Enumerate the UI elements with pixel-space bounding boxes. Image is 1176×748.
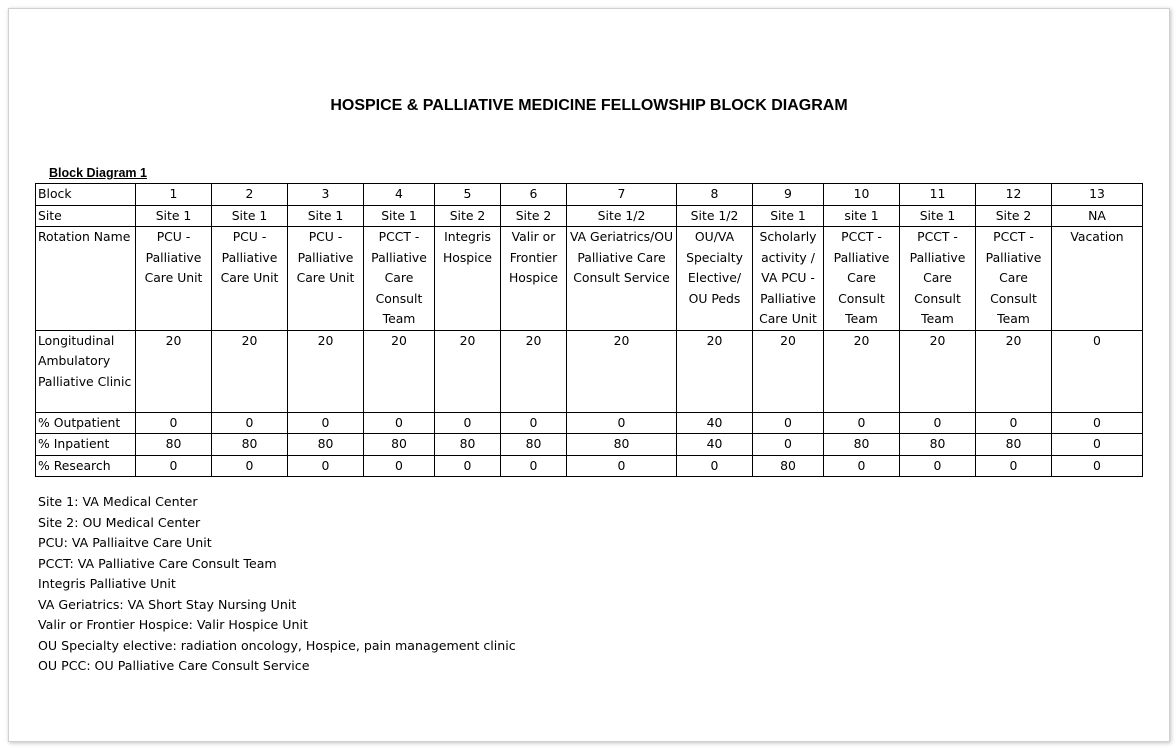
table-cell: 0 [288, 455, 364, 477]
legend-line: OU PCC: OU Palliative Care Consult Service [38, 658, 310, 673]
table-cell: 7 [567, 184, 677, 206]
table-cell: NA [1052, 205, 1143, 227]
table-cell: 1 [136, 184, 212, 206]
table-cell: site 1 [824, 205, 900, 227]
row-label: Longitudinal Ambulatory Palliative Clinic [36, 330, 136, 412]
table-cell: 0 [1052, 434, 1143, 456]
row-label: Site [36, 205, 136, 227]
row-label: % Outpatient [36, 412, 136, 434]
table-cell: PCCT - Palliative Care Consult Team [364, 227, 435, 331]
table-cell: 0 [567, 412, 677, 434]
table-cell: Scholarly activity / VA PCU - Palliative Care Unit [753, 227, 824, 331]
table-cell: 0 [364, 455, 435, 477]
table-cell: 20 [900, 330, 976, 412]
table-cell: Site 1 [900, 205, 976, 227]
table-cell: 80 [136, 434, 212, 456]
legend-line: Integris Palliative Unit [38, 576, 176, 591]
table-cell: 0 [976, 455, 1052, 477]
table-cell: 80 [753, 455, 824, 477]
table-cell: 0 [753, 434, 824, 456]
table-cell: 80 [976, 434, 1052, 456]
table-cell: Site 1 [288, 205, 364, 227]
table-cell: 80 [900, 434, 976, 456]
legend-line: PCU: VA Palliaitve Care Unit [38, 535, 212, 550]
table-cell: 0 [677, 455, 753, 477]
table-cell: 80 [435, 434, 501, 456]
table-cell: 0 [288, 412, 364, 434]
table-cell: Vacation [1052, 227, 1143, 331]
row-longitudinal-clinic [36, 330, 1143, 412]
row-block [36, 184, 1143, 206]
table-cell: PCU - Palliative Care Unit [136, 227, 212, 331]
row-site [36, 205, 1143, 227]
legend-line: PCCT: VA Palliative Care Consult Team [38, 555, 277, 571]
table-cell: Site 2 [435, 205, 501, 227]
table-cell: 80 [364, 434, 435, 456]
table-cell: 80 [212, 434, 288, 456]
table-cell: 0 [900, 455, 976, 477]
table-cell: 20 [136, 330, 212, 412]
table-cell: 13 [1052, 184, 1143, 206]
table-cell: 0 [136, 412, 212, 434]
table-cell: 0 [1052, 330, 1143, 412]
table-cell: Site 1 [364, 205, 435, 227]
legend-line: VA Geriatrics: VA Short Stay Nursing Unit [38, 596, 297, 612]
table-cell: 0 [136, 455, 212, 477]
table-cell: Integris Hospice [435, 227, 501, 331]
table-cell: 40 [677, 434, 753, 456]
document-title: HOSPICE & PALLIATIVE MEDICINE FELLOWSHIP BLOCK DIAGRAM [330, 97, 848, 114]
table-cell: 0 [900, 412, 976, 434]
table-cell: 20 [677, 330, 753, 412]
table-cell: Site 1 [212, 205, 288, 227]
table-cell: 3 [288, 184, 364, 206]
table-cell: 0 [501, 455, 567, 477]
table-cell: Site 1/2 [677, 205, 753, 227]
table-cell: 0 [824, 455, 900, 477]
table-cell: 0 [976, 412, 1052, 434]
table-cell: VA Geriatrics/OU Palliative Care Consult Service [567, 227, 677, 331]
table-cell: PCU - Palliative Care Unit [212, 227, 288, 331]
legend-line: Site 1: VA Medical Center [38, 494, 198, 509]
table-cell: 20 [288, 330, 364, 412]
table-cell: PCCT - Palliative Care Consult Team [824, 227, 900, 331]
table-cell: 80 [288, 434, 364, 456]
table-cell: 0 [567, 455, 677, 477]
table-cell: 20 [824, 330, 900, 412]
block-diagram-caption: Block Diagram 1 [49, 166, 147, 180]
table-cell: 0 [753, 412, 824, 434]
table-cell: 20 [501, 330, 567, 412]
table-cell: 0 [212, 455, 288, 477]
row-inpatient [36, 434, 1143, 456]
table-cell: 20 [753, 330, 824, 412]
table-cell: 0 [501, 412, 567, 434]
table-cell: 12 [976, 184, 1052, 206]
table-cell: 20 [976, 330, 1052, 412]
table-cell: Site 1 [753, 205, 824, 227]
table-cell: 0 [364, 412, 435, 434]
table-cell: 0 [212, 412, 288, 434]
row-label: Rotation Name [36, 227, 136, 331]
table-cell: 8 [677, 184, 753, 206]
document-page [8, 8, 1170, 742]
row-label: Block [36, 184, 136, 206]
table-cell: 5 [435, 184, 501, 206]
table-cell: 20 [567, 330, 677, 412]
table-cell: 80 [567, 434, 677, 456]
table-cell: OU/VA Specialty Elective/ OU Peds [677, 227, 753, 331]
abbreviation-legend [38, 492, 516, 677]
table-cell: 0 [824, 412, 900, 434]
table-cell: 40 [677, 412, 753, 434]
row-label: % Research [36, 455, 136, 477]
table-cell: 80 [824, 434, 900, 456]
table-cell: 80 [501, 434, 567, 456]
legend-line: Site 2: OU Medical Center [38, 514, 201, 530]
row-outpatient [36, 412, 1143, 434]
row-rotation-name [36, 227, 1143, 331]
legend-line: OU Specialty elective: radiation oncology, Hospice, pain management clinic [38, 637, 516, 653]
table-cell: Site 2 [976, 205, 1052, 227]
block-diagram-table [35, 183, 1143, 477]
table-cell: 10 [824, 184, 900, 206]
legend-line: Valir or Frontier Hospice: Valir Hospice Unit [38, 617, 308, 632]
table-cell: 0 [435, 412, 501, 434]
table-cell: 20 [364, 330, 435, 412]
row-label: % Inpatient [36, 434, 136, 456]
table-cell: Site 1 [136, 205, 212, 227]
table-cell: 0 [1052, 412, 1143, 434]
table-cell: 0 [1052, 455, 1143, 477]
table-cell: PCU - Palliative Care Unit [288, 227, 364, 331]
table-cell: 2 [212, 184, 288, 206]
table-cell: 20 [212, 330, 288, 412]
table-cell: 11 [900, 184, 976, 206]
table-cell: PCCT - Palliative Care Consult Team [976, 227, 1052, 331]
table-cell: 4 [364, 184, 435, 206]
table-cell: 0 [435, 455, 501, 477]
table-cell: Site 2 [501, 205, 567, 227]
table-cell: PCCT - Palliative Care Consult Team [900, 227, 976, 331]
table-cell: 9 [753, 184, 824, 206]
table-cell: 20 [435, 330, 501, 412]
table-cell: 6 [501, 184, 567, 206]
table-cell: Site 1/2 [567, 205, 677, 227]
row-research [36, 455, 1143, 477]
table-cell: Valir or Frontier Hospice [501, 227, 567, 331]
